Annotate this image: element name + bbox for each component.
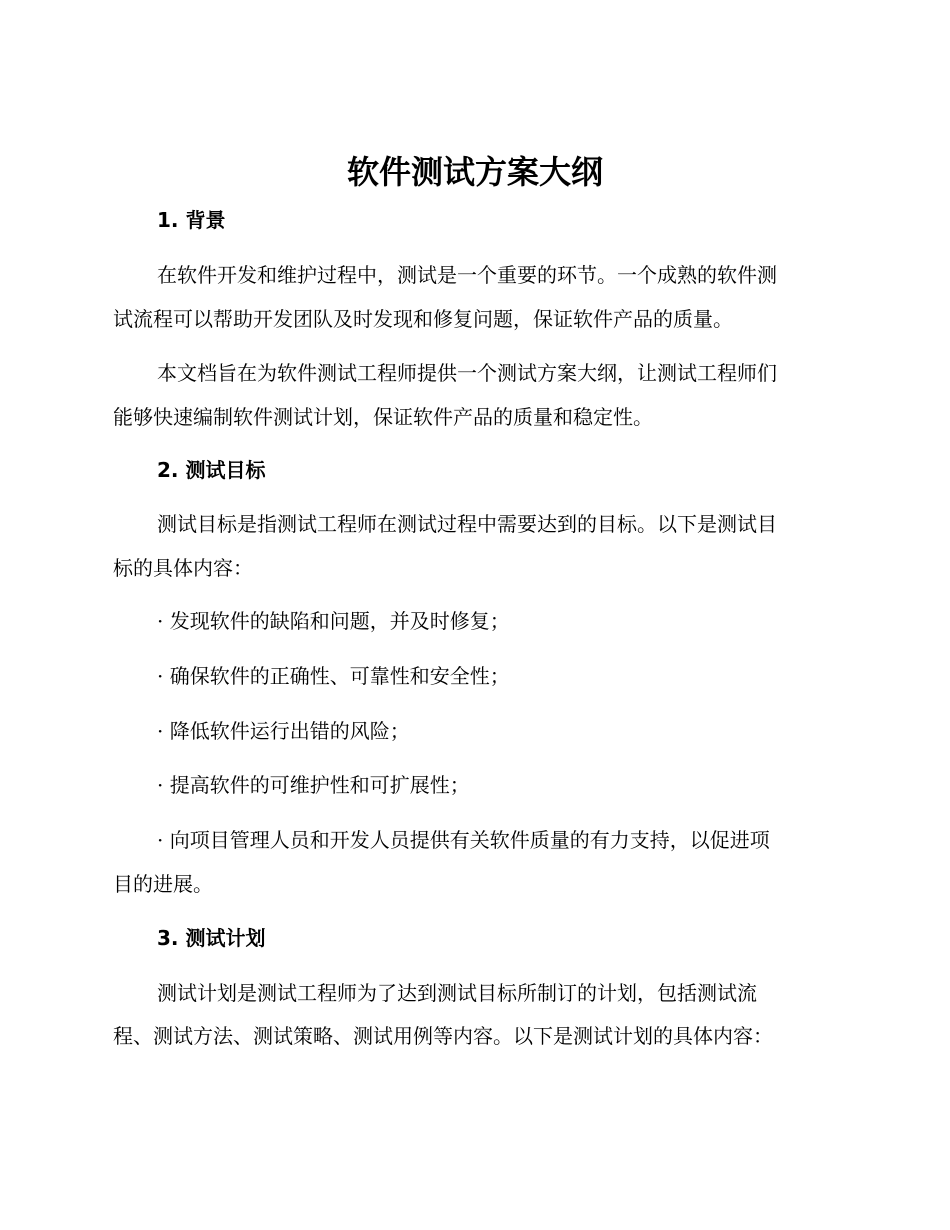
paragraph-line: 能够快速编制软件测试计划，保证软件产品的质量和稳定性。 — [113, 405, 653, 429]
bullet-item-continuation: 目的进展。 — [113, 872, 213, 896]
bullet-item: · 降低软件运行出错的风险； — [157, 719, 410, 743]
paragraph-line: 在软件开发和维护过程中，测试是一个重要的环节。一个成熟的软件测 — [157, 263, 777, 287]
bullet-item: · 向项目管理人员和开发人员提供有关软件质量的有力支持，以促进项 — [157, 828, 770, 852]
bullet-item: · 提高软件的可维护性和可扩展性； — [157, 773, 470, 797]
paragraph-line: 本文档旨在为软件测试工程师提供一个测试方案大纲，让测试工程师们 — [157, 361, 777, 385]
bullet-item: · 确保软件的正确性、可靠性和安全性； — [157, 664, 510, 688]
paragraph-line: 试流程可以帮助开发团队及时发现和修复问题，保证软件产品的质量。 — [113, 307, 733, 331]
paragraph-line: 测试目标是指测试工程师在测试过程中需要达到的目标。以下是测试目 — [157, 512, 777, 536]
paragraph-line: 测试计划是测试工程师为了达到测试目标所制订的计划，包括测试流 — [157, 981, 757, 1005]
section-heading-goals: 2. 测试目标 — [157, 458, 266, 482]
document-title: 软件测试方案大纲 — [346, 153, 603, 191]
bullet-item: · 发现软件的缺陷和问题，并及时修复； — [157, 609, 510, 633]
paragraph-line: 程、测试方法、测试策略、测试用例等内容。以下是测试计划的具体内容： — [113, 1024, 773, 1048]
section-heading-plan: 3. 测试计划 — [157, 926, 266, 950]
section-heading-background: 1. 背景 — [157, 208, 226, 232]
paragraph-line: 标的具体内容： — [113, 556, 253, 580]
